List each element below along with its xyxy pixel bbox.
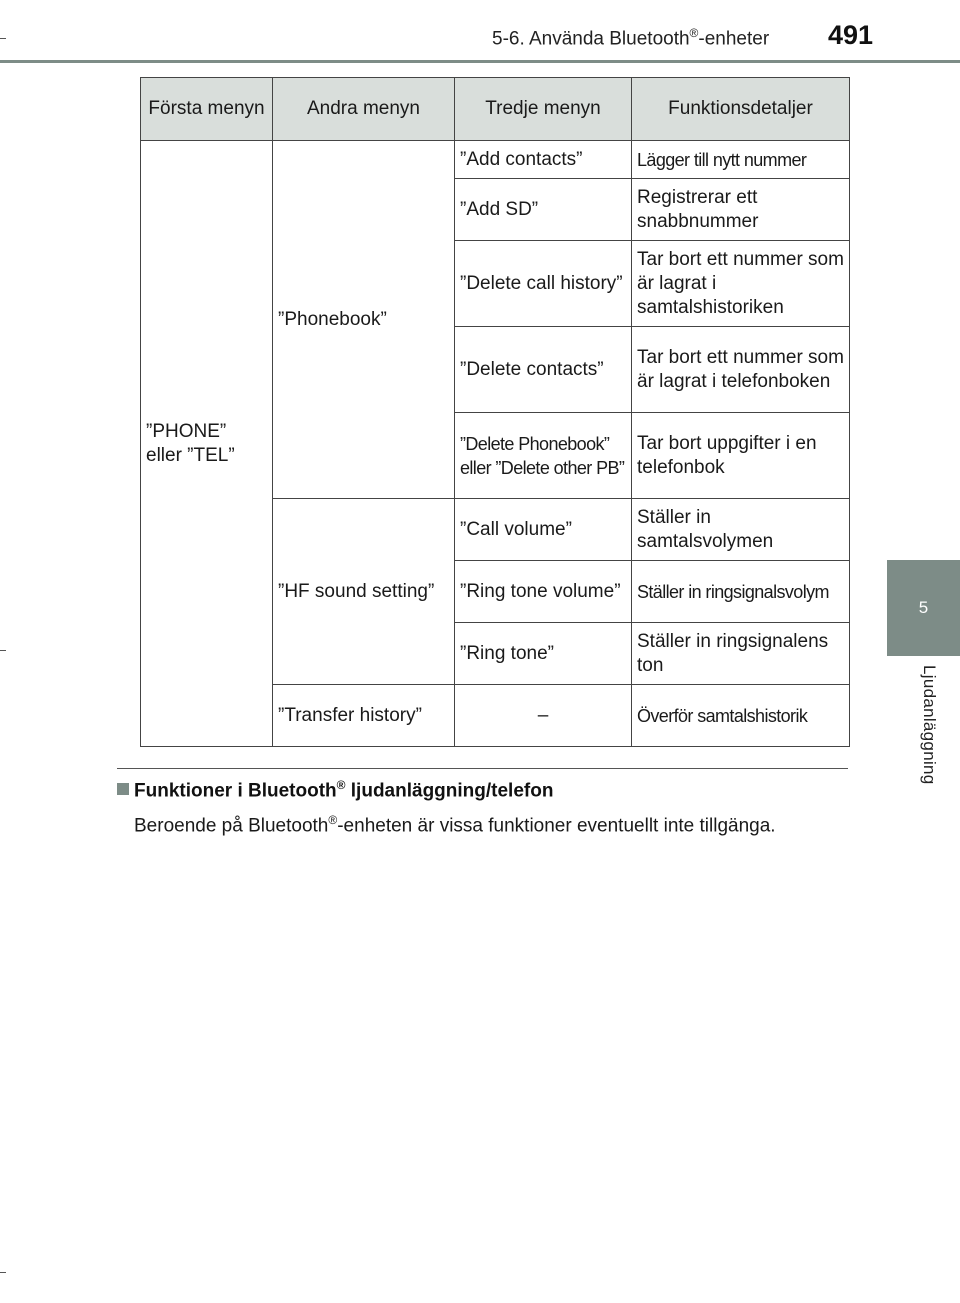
third-menu-cell: –	[455, 685, 632, 747]
third-menu-cell: ”Add contacts”	[455, 141, 632, 179]
running-header	[492, 26, 769, 50]
column-header: Första menyn	[141, 78, 273, 141]
chapter-tab: 5	[887, 560, 960, 656]
detail-cell: Tar bort uppgifter i en telefonbok	[632, 413, 850, 499]
detail-cell: Överför samtalshistorik	[632, 685, 850, 747]
square-bullet-icon	[117, 783, 129, 795]
column-header: Andra menyn	[273, 78, 455, 141]
crop-mark	[0, 38, 6, 39]
second-menu-cell: ”Phonebook”	[273, 141, 455, 499]
second-menu-cell: ”Transfer history”	[273, 685, 455, 747]
first-menu-cell: ”PHONE” eller ”TEL”	[141, 141, 273, 747]
body-text-tail: -enheten är vissa funktioner eventuellt inte tillgänga.	[337, 815, 776, 837]
chapter-label: Ljudanläggning	[920, 665, 939, 785]
body-text: Beroende på Bluetooth	[134, 815, 329, 837]
third-menu-cell: ”Add SD”	[455, 179, 632, 241]
detail-cell: Ställer in ringsignalsvolym	[632, 561, 850, 623]
menu-table	[140, 77, 850, 747]
detail-cell: Lägger till nytt nummer	[632, 141, 850, 179]
detail-cell: Tar bort ett nummer som är lagrat i telefonboken	[632, 327, 850, 413]
detail-cell: Ställer in samtalsvolymen	[632, 499, 850, 561]
crop-mark	[0, 1272, 6, 1273]
section-body	[134, 807, 848, 839]
registered-mark: ®	[336, 778, 346, 792]
page-number: 491	[828, 20, 874, 50]
header-rule	[0, 60, 960, 63]
detail-cell: Registrerar ett snabbnummer	[632, 179, 850, 241]
third-menu-cell: ”Delete call history”	[455, 241, 632, 327]
table-header-row	[141, 78, 850, 141]
heading-text-tail: ljudanläggning/telefon	[345, 780, 554, 802]
section-heading	[117, 778, 553, 802]
detail-cell: Ställer in ringsignalens ton	[632, 623, 850, 685]
header-section: 5-6. Använda Bluetooth	[492, 28, 690, 50]
third-menu-cell: ”Call volume”	[455, 499, 632, 561]
third-menu-cell: ”Delete contacts”	[455, 327, 632, 413]
registered-mark: ®	[328, 813, 338, 827]
table-row	[141, 141, 850, 179]
column-header: Tredje menyn	[455, 78, 632, 141]
second-menu-cell: ”HF sound setting”	[273, 499, 455, 685]
third-menu-cell: ”Ring tone volume”	[455, 561, 632, 623]
crop-mark	[0, 650, 6, 651]
third-menu-cell: ”Delete Phonebook” eller ”Delete other PB”	[455, 413, 632, 499]
section-rule	[117, 768, 848, 769]
detail-cell: Tar bort ett nummer som är lagrat i samtalshistoriken	[632, 241, 850, 327]
heading-text: Funktioner i Bluetooth	[134, 780, 337, 802]
column-header: Funktionsdetaljer	[632, 78, 850, 141]
third-menu-cell: ”Ring tone”	[455, 623, 632, 685]
registered-mark: ®	[689, 26, 699, 40]
header-suffix: -enheter	[698, 28, 770, 50]
